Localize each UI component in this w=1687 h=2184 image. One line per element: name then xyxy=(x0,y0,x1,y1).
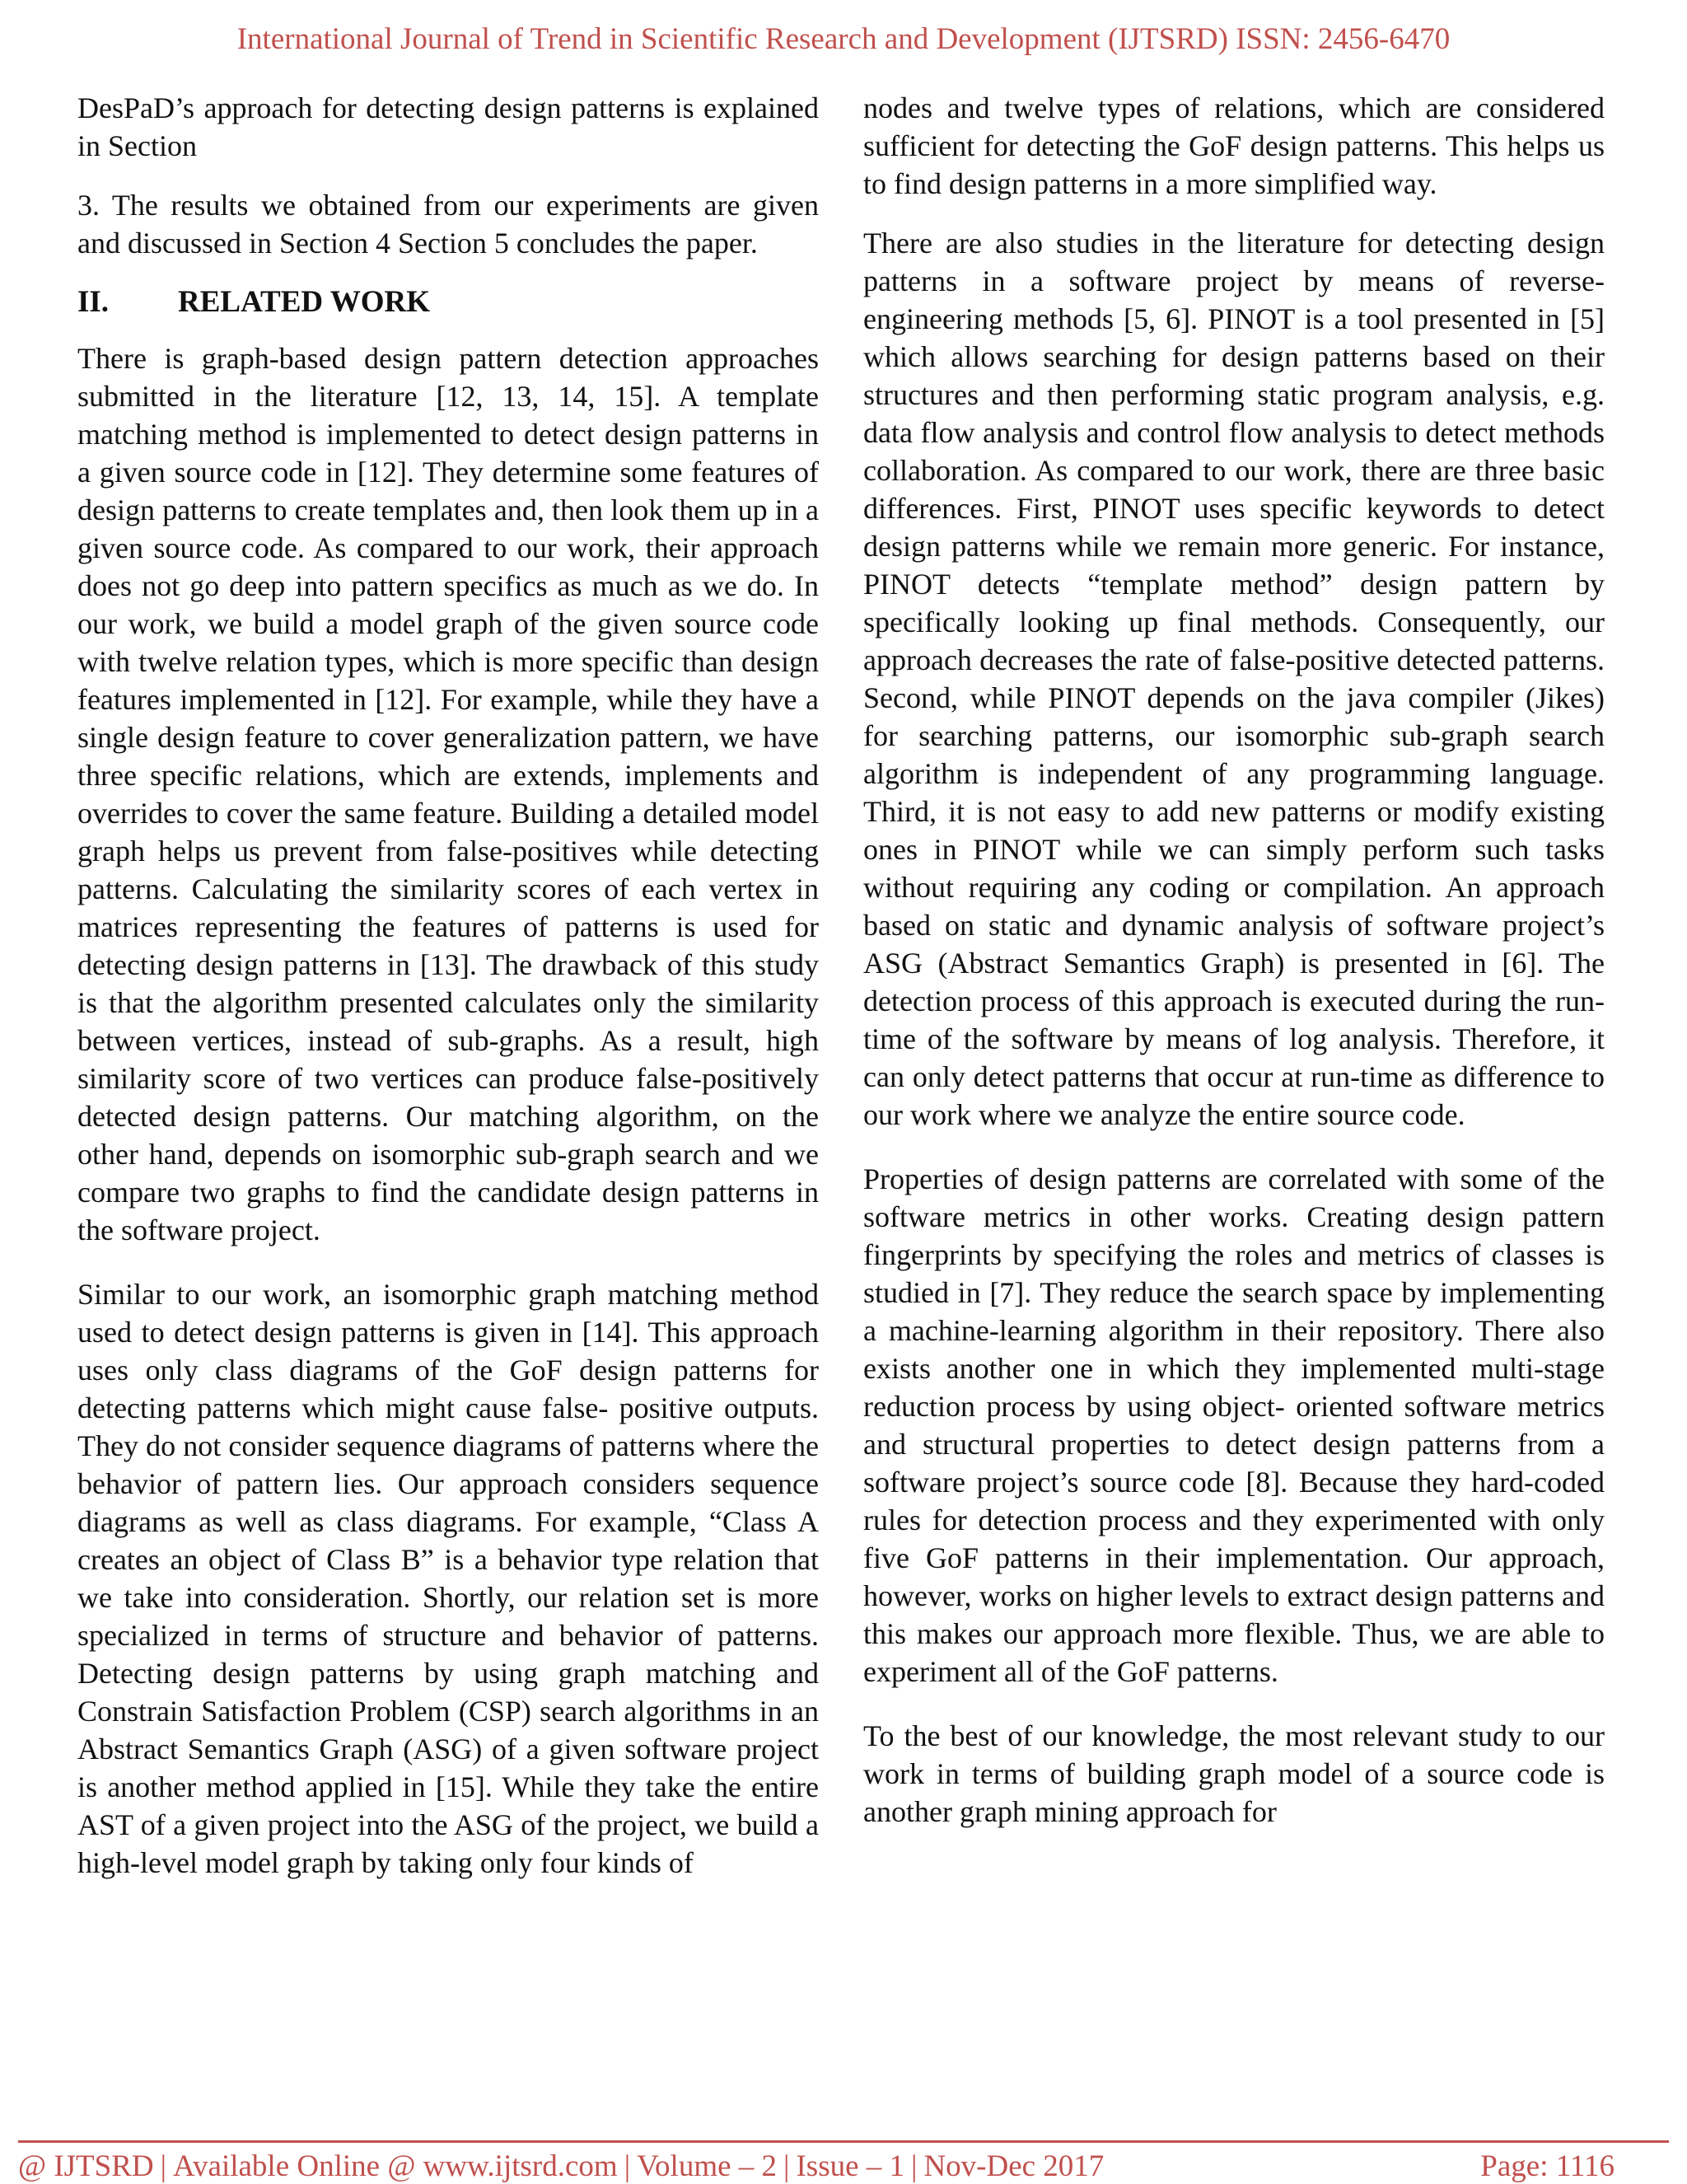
intro-paragraph-end: DesPaD’s approach for detecting design patterns is explained in Section xyxy=(77,91,819,162)
right-column xyxy=(863,89,1605,1857)
intro-paragraph-sections: 3. The results we obtained from our experiments are given and discussed in Section 4 Section 5 concludes the paper. xyxy=(77,189,819,260)
left-column xyxy=(77,89,819,1908)
related-work-paragraph-5: Properties of design patterns are correlated with some of the software metrics in other works. Creating design pattern fingerprints by specifying the roles and metrics of classes is studied in [7]. They reduce the search space by implementing a machine-learning algorithm in their repository. There also exists another one in which they implemented multi-stage reduction process by using object- oriented software metrics and structural properties to detect design patterns from a software project’s source code [8]. Because they hard-coded rules for detection process and they experimented with only five GoF patterns in their implementation. Our approach, however, works on higher levels to extract design patterns and this makes our approach more flexible. Thus, we are able to experiment all of the GoF patterns. xyxy=(863,1162,1605,1688)
section-title: RELATED WORK xyxy=(178,285,430,319)
journal-header: International Journal of Trend in Scientific Research and Development (IJTSRD) ISSN: 2456-6470 xyxy=(236,22,1451,56)
footer-volume: Volume – 2 xyxy=(637,2149,778,2183)
footer-availability: Available Online @ www.ijtsrd.com xyxy=(173,2149,618,2183)
footer-issue: Issue – 1 xyxy=(796,2149,905,2183)
related-work-paragraph-4: There are also studies in the literature for detecting design patterns in a software project by means of reverse- engineering methods [5, 6]. PINOT is a tool presented in [5] which allows searching for design patterns based on their structures and then performing static program analysis, e.g. data flow analysis and control flow analysis to detect methods collaboration. As compared to our work, there are three basic differences. First, PINOT uses specific keywords to detect design patterns while we remain more generic. For instance, PINOT detects “template method” design pattern by specifically looking up final methods. Consequently, our approach decreases the rate of false-positive detected patterns. Second, while PINOT depends on the java compiler (Jikes) for searching patterns, our isomorphic sub-graph search algorithm is independent of any programming language. Third, it is not easy to add new patterns or modify existing ones in PINOT while we can simply perform such tasks without requiring any coding or compilation. An approach based on static and dynamic analysis of software project’s ASG (Abstract Semantics Graph) is presented in [6]. The detection process of this approach is executed during the run-time of the software by means of log analysis. Therefore, it can only detect patterns that occur at run-time as difference to our work where we analyze the entire source code. xyxy=(863,227,1605,1131)
footer-separator: | xyxy=(911,2149,918,2183)
footer-rule xyxy=(18,2140,1669,2143)
footer-separator: | xyxy=(783,2149,790,2183)
related-work-paragraph-1: There is graph-based design pattern detection approaches submitted in the literature [12, 13, 14, 15]. A template matching method is implemented to detect design patterns in a given source code in [12]. They determine some features of design patterns to create templates and, then look them up in a given source code. As compared to our work, their approach does not go deep into pattern specifics as much as we do. In our work, we build a model graph of the given source code with twelve relation types, which is more specific than design features implemented in [12]. For example, while they have a single design feature to cover generalization pattern, we have three specific relations, which are extends, implements and overrides to cover the same feature. Building a detailed model graph helps us prevent from false-positives while detecting patterns. Calculating the similarity scores of each vertex in matrices representing the features of patterns is used for detecting design patterns in [13]. The drawback of this study is that the algorithm presented calculates only the similarity between vertices, instead of sub-graphs. As a result, high similarity score of two vertices can produce false-positively detected design patterns. Our matching algorithm, on the other hand, depends on isomorphic sub-graph search and we compare two graphs to find the candidate design patterns in the software project. xyxy=(77,342,819,1246)
section-heading xyxy=(77,283,819,321)
page-number: Page: 1116 xyxy=(1480,2149,1615,2183)
footer-journal: @ IJTSRD xyxy=(18,2149,154,2183)
footer-separator: | xyxy=(160,2149,167,2183)
related-work-paragraph-6: To the best of our knowledge, the most relevant study to our work in terms of building graph model of a source code is another graph mining approach for xyxy=(863,1719,1605,1828)
footer-separator: | xyxy=(624,2149,631,2183)
related-work-paragraph-3: nodes and twelve types of relations, which are considered sufficient for detecting the GoF design patterns. This helps us to find design patterns in a more simplified way. xyxy=(863,91,1605,200)
related-work-paragraph-2: Similar to our work, an isomorphic graph matching method used to detect design patterns is given in [14]. This approach uses only class diagrams of the GoF design patterns for detecting patterns which might cause false- positive outputs. They do not consider sequence diagrams of patterns where the behavior of pattern lies. Our approach considers sequence diagrams as well as class diagrams. For example, “Class A creates an object of Class B” is a behavior type relation that we take into consideration. Shortly, our relation set is more specialized in terms of structure and behavior of patterns. Detecting design patterns by using graph matching and Constrain Satisfaction Problem (CSP) search algorithms in an Abstract Semantics Graph (ASG) of a given software project is another method applied in [15]. While they take the entire AST of a given project into the ASG of the project, we build a high-level model graph by taking only four kinds of xyxy=(77,1278,819,1879)
section-number: II. xyxy=(77,285,110,319)
page-footer xyxy=(18,2149,1615,2184)
footer-date: Nov-Dec 2017 xyxy=(923,2149,1105,2183)
